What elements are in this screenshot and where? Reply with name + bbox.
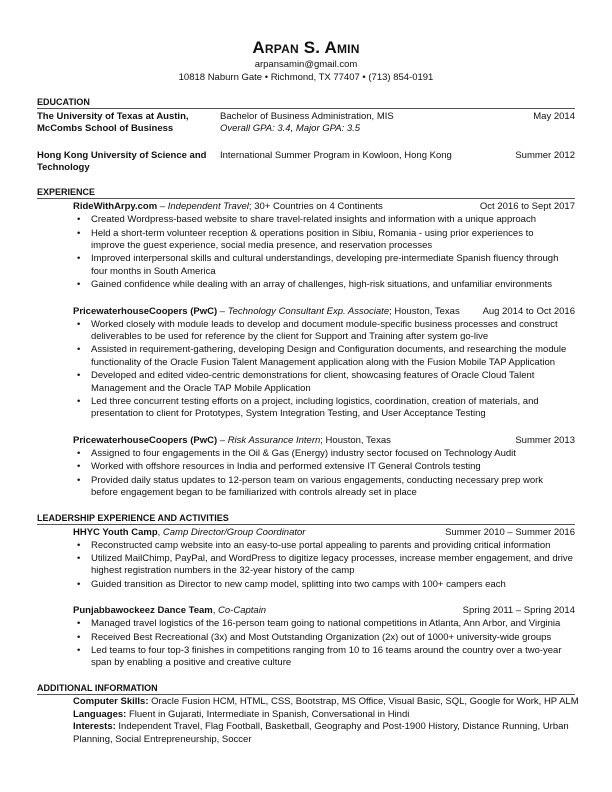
job-header bbox=[73, 305, 575, 318]
bullet-icon: • bbox=[77, 396, 81, 408]
bullet-item bbox=[73, 319, 575, 344]
job-header bbox=[73, 200, 575, 213]
section-title: ADDITIONAL INFORMATION bbox=[37, 683, 575, 695]
job-date: Spring 2011 – Spring 2014 bbox=[462, 605, 575, 617]
job-entry bbox=[73, 305, 575, 421]
job-title-line bbox=[73, 604, 266, 617]
additional-line bbox=[73, 721, 575, 734]
bullet-icon: • bbox=[77, 447, 81, 459]
job-header bbox=[73, 526, 575, 539]
bullet-item bbox=[73, 396, 575, 421]
bullet-line: deliverables to be used for reference by the client for Support and Training after system go-live bbox=[91, 331, 489, 343]
bullet-item bbox=[73, 228, 575, 253]
additional-line bbox=[73, 734, 575, 747]
job-date: Oct 2016 to Sept 2017 bbox=[479, 201, 575, 213]
role: Co-Captain bbox=[218, 605, 267, 617]
job-title-line bbox=[73, 526, 305, 539]
contact-email: arpansamin@gmail.com bbox=[254, 59, 358, 70]
additional-item bbox=[73, 721, 575, 747]
education-entry bbox=[37, 150, 575, 175]
additional-line bbox=[73, 709, 575, 722]
bullet-icon: • bbox=[77, 253, 81, 265]
bullet-line: highest registration numbers in the 32-year history of the camp bbox=[91, 565, 355, 577]
job-entry bbox=[73, 604, 575, 670]
bullet-line: improve the guest experience, social media presence, and reservation processes bbox=[91, 240, 433, 251]
bullet-item bbox=[73, 540, 575, 552]
role: Technology Consultant Exp. Associate bbox=[227, 305, 390, 317]
bullet-item bbox=[73, 448, 575, 460]
school-name bbox=[37, 150, 220, 175]
job-location: ; Houston, Texas bbox=[389, 305, 460, 317]
additional-value: Planning, Social Entrepreneurship, Soccer bbox=[73, 734, 252, 746]
bullet-line: Assigned to four engagements in the Oil & Gas (Energy) industry sector focused on Technology Audit bbox=[91, 447, 516, 459]
bullet-item bbox=[73, 253, 575, 278]
bullet-item bbox=[73, 344, 575, 369]
job-entry bbox=[73, 526, 575, 592]
section-experience bbox=[37, 187, 575, 499]
additional-label: Interests: bbox=[73, 721, 116, 733]
bullet-line: Assisted in requirement-gathering, developing Design and Configuration documents, and researching the module bbox=[91, 344, 567, 356]
job-entry bbox=[73, 434, 575, 500]
education-date: Summer 2012 bbox=[515, 149, 575, 161]
bullet-icon: • bbox=[77, 552, 81, 564]
bullet-item bbox=[73, 553, 575, 578]
bullet-line: Provided daily status updates to 12-person team on various engagements, conducting necessary prep work bbox=[91, 474, 544, 486]
bullet-line: four months in South America bbox=[91, 265, 216, 277]
organization: PricewaterhouseCoopers (PwC) bbox=[73, 434, 218, 446]
bullet-line: Received Best Recreational (3x) and Most Outstanding Organization (2x) out of 1000+ university-wide groups bbox=[91, 631, 552, 643]
bullet-list bbox=[73, 214, 575, 291]
bullet-item bbox=[73, 645, 575, 670]
bullet-line: Developed and edited video-centric demonstrations for client, showcasing features of Oracle Cloud Talent bbox=[91, 370, 535, 382]
bullet-item bbox=[73, 279, 575, 291]
bullet-line: presentation to client for Prototypes, System Integration Testing, and User Acceptance Testing bbox=[91, 408, 486, 420]
resume-name: Arpan S. Amin bbox=[252, 38, 360, 57]
job-date: Summer 2013 bbox=[515, 434, 575, 446]
bullet-icon: • bbox=[77, 578, 81, 590]
additional-value: Fluent in Gujarati, Intermediate in Spanish, Conversational in Hindi bbox=[126, 708, 410, 720]
job-title-line bbox=[73, 200, 383, 213]
bullet-line: Reconstructed camp website into an easy-to-use portal appealing to parents and providing critical information bbox=[91, 539, 551, 551]
separator: , bbox=[212, 605, 219, 617]
degree bbox=[220, 111, 533, 136]
bullet-icon: • bbox=[77, 279, 81, 291]
school-line: Technology bbox=[37, 161, 90, 173]
contact-address: 10818 Naburn Gate • Richmond, TX 77407 • (713) 854-0191 bbox=[178, 72, 434, 83]
bullet-list bbox=[73, 540, 575, 592]
role: Independent Travel bbox=[167, 201, 249, 213]
separator: – bbox=[157, 201, 168, 213]
section-title: EDUCATION bbox=[37, 97, 575, 109]
bullet-item bbox=[73, 461, 575, 473]
bullet-item bbox=[73, 214, 575, 226]
additional-item bbox=[73, 695, 579, 709]
separator: – bbox=[217, 434, 228, 446]
role: Camp Director/Group Coordinator bbox=[162, 526, 306, 538]
bullet-icon: • bbox=[77, 214, 81, 226]
additional-value: Oracle Fusion HCM, HTML, CSS, Bootstrap, MS Office, Visual Basic, SQL, Google for Work, HP ALM bbox=[148, 695, 579, 707]
job-location: ; 30+ Countries on 4 Continents bbox=[248, 201, 383, 213]
bullet-item bbox=[73, 632, 575, 644]
bullet-list bbox=[73, 618, 575, 670]
bullet-line: Improved interpersonal skills and cultural understandings, developing pre-intermediate Spanish fluency through bbox=[91, 253, 559, 265]
job-location: ; Houston, Texas bbox=[320, 434, 391, 446]
separator: – bbox=[217, 305, 228, 317]
additional-value: Independent Travel, Flag Football, Basketball, Geography and Post-1900 History, Distance Running, Urban bbox=[115, 721, 569, 733]
job-header bbox=[73, 604, 575, 617]
bullet-item bbox=[73, 579, 575, 591]
bullet-list bbox=[73, 319, 575, 421]
bullet-line: Gained confidence while dealing with an array of challenges, high-risk situations, and unfamiliar environments bbox=[91, 279, 553, 291]
school-line: Hong Kong University of Science and bbox=[37, 149, 207, 161]
job-date: Summer 2010 – Summer 2016 bbox=[445, 526, 575, 538]
bullet-line: Led three concurrent testing efforts on a project, including logistics, coordination, creation of materials, and bbox=[91, 396, 539, 408]
section-title: EXPERIENCE bbox=[37, 187, 575, 199]
bullet-item bbox=[73, 475, 575, 500]
additional-label: Computer Skills: bbox=[73, 695, 149, 707]
job-header bbox=[73, 434, 575, 447]
bullet-line: Worked with offshore resources in India and performed extensive IT General Controls testing bbox=[91, 461, 481, 473]
job-entry bbox=[73, 200, 575, 291]
bullet-line: Management and the Oracle TAP Mobile Application bbox=[91, 382, 311, 394]
role: Risk Assurance Intern bbox=[227, 434, 321, 446]
bullet-icon: • bbox=[77, 474, 81, 486]
bullet-icon: • bbox=[77, 618, 81, 630]
school-line: The University of Texas at Austin, bbox=[37, 111, 189, 122]
bullet-line: Utilized MailChimp, PayPal, and WordPress to digitize legacy processes, increase member engagement, and drive bbox=[91, 552, 573, 564]
bullet-icon: • bbox=[77, 227, 81, 239]
education-date: May 2014 bbox=[533, 111, 575, 122]
bullet-line: span by enabling a positive and creative culture bbox=[91, 657, 292, 669]
bullet-line: functionality of the Oracle Fusion Talent Management application along with the Fusion Mobile TAP Application bbox=[91, 356, 556, 368]
additional-section bbox=[37, 682, 579, 747]
bullet-icon: • bbox=[77, 318, 81, 330]
education-entry bbox=[37, 111, 575, 136]
section-title: LEADERSHIP EXPERIENCE AND ACTIVITIES bbox=[37, 513, 575, 525]
additional-line bbox=[73, 695, 579, 709]
bullet-line: before engagement began to be familiarized with controls already set in place bbox=[91, 487, 417, 499]
gpa: Overall GPA: 3.4, Major GPA: 3.5 bbox=[220, 123, 361, 135]
bullet-icon: • bbox=[77, 631, 81, 643]
bullet-item bbox=[73, 618, 575, 630]
school-name bbox=[37, 111, 220, 136]
bullet-line: Created Wordpress-based website to share travel-related insights and information with a unique approach bbox=[91, 214, 536, 226]
organization: RideWithArpy.com bbox=[73, 201, 158, 213]
organization: HHYC Youth Camp bbox=[73, 526, 158, 538]
section-leadership bbox=[37, 513, 575, 670]
degree-line: Bachelor of Business Administration, MIS bbox=[220, 111, 394, 122]
resume-page bbox=[37, 38, 579, 747]
bullet-list bbox=[73, 448, 575, 500]
job-date: Aug 2014 to Oct 2016 bbox=[482, 305, 575, 317]
bullet-icon: • bbox=[77, 644, 81, 656]
job-title-line bbox=[73, 305, 460, 318]
bullet-line: Worked closely with module leads to develop and document module-specific business processes and construct bbox=[91, 318, 558, 330]
separator: , bbox=[157, 526, 163, 538]
additional-label: Languages: bbox=[73, 708, 127, 720]
bullet-icon: • bbox=[77, 461, 81, 473]
job-title-line bbox=[73, 434, 391, 447]
bullet-item bbox=[73, 370, 575, 395]
education-section bbox=[37, 97, 575, 174]
degree-line: International Summer Program in Kowloon, Hong Kong bbox=[220, 149, 452, 161]
bullet-line: Managed travel logistics of the 16-person team going to national competitions in Atlanta, Ann Arbor, and Virginia bbox=[91, 618, 561, 630]
organization: PricewaterhouseCoopers (PwC) bbox=[73, 305, 218, 317]
bullet-icon: • bbox=[77, 370, 81, 382]
bullet-line: Held a short-term volunteer reception & operations position in Sibiu, Romania - using prior experiences to bbox=[91, 227, 534, 239]
additional-item bbox=[73, 709, 575, 722]
bullet-line: Led teams to four top-3 finishes in competitions ranging from 10 to 16 teams around the country over a two-year bbox=[91, 644, 562, 656]
bullet-line: Guided transition as Director to new camp model, splitting into two camps with 100+ campers each bbox=[91, 578, 506, 590]
bullet-icon: • bbox=[77, 344, 81, 356]
school-line: McCombs School of Business bbox=[37, 123, 174, 135]
bullet-icon: • bbox=[77, 539, 81, 551]
organization: Punjabbawockeez Dance Team bbox=[73, 605, 213, 617]
degree bbox=[220, 150, 515, 175]
